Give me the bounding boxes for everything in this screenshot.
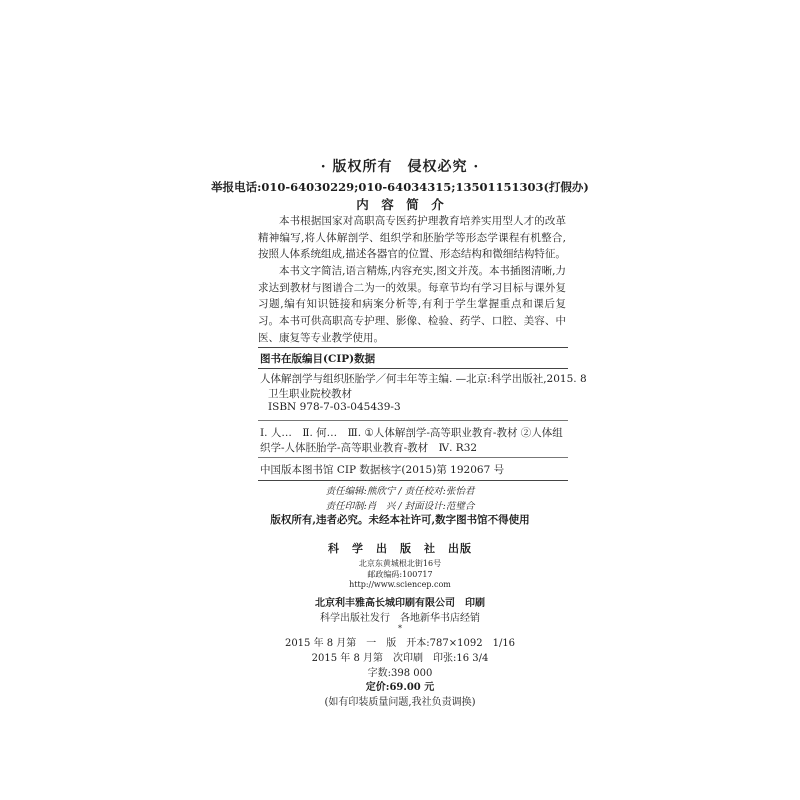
printer-line: 北京利丰雅高长城印刷有限公司 印刷 [315, 598, 485, 609]
cip-line-2: 卫生职业院校教材 [268, 388, 352, 400]
cip-bottom-rule [258, 480, 568, 481]
edition-line: 2015 年 8 月第 一 版 开本:787×1092 1/16 [284, 638, 516, 649]
quality-note: (如有印装质量问题,我社负责调换) [324, 697, 476, 708]
staff-editors: 责任编辑:熊欣宁 / 责任校对:张怡君 [325, 486, 475, 497]
cip-mid-rule [258, 420, 568, 421]
intro-title: 内 容 简 介 [356, 197, 444, 212]
cip-heading-rule [258, 368, 568, 369]
separator-asterisk: * [398, 624, 402, 633]
cip-line-5: 织学-人体胚胎学-高等职业教育-教材 Ⅳ. R32 [260, 442, 478, 454]
print-line: 2015 年 8 月第 次印刷 印张:16 3/4 [311, 653, 489, 664]
distribution-line: 科学出版社发行 各地新华书店经销 [320, 613, 480, 624]
intro-paragraph-3: 本书可供高职高专护理、影像、检验、药学、口腔、美容、中医、康复等专业教学使用。 [258, 315, 566, 344]
cip-heading: 图书在版编目(CIP)数据 [260, 353, 376, 365]
cip-top-rule [258, 347, 568, 348]
copyright-warning: 版权所有,违者必究。未经本社许可,数字图书馆不得使用 [270, 514, 530, 526]
cip-low-rule [258, 457, 568, 458]
word-count: 字数:398 000 [367, 668, 433, 679]
cip-isbn: ISBN 978-7-03-045439-3 [268, 401, 401, 413]
cip-line-1: 人体解剖学与组织胚胎学／何丰年等主编. —北京:科学出版社,2015. 8 [260, 373, 587, 385]
publisher-address: 北京东黄城根北街16号 [358, 559, 442, 568]
cip-number: 中国版本图书馆 CIP 数据核字(2015)第 192067 号 [260, 464, 505, 476]
intro-paragraph-1: 本书根据国家对高职高专医药护理教育培养实用型人才的改革精神编写,将人体解剖学、组织学和胚胎学等形态学课程有机整合,按照人体系统组成,描述各器官的位置、形态结构和微细结构特征。 [258, 215, 566, 260]
publisher-postcode: 邮政编码:100717 [367, 570, 433, 579]
copyright-header: · 版权所有 侵权必究 · [320, 159, 480, 175]
report-phone-line: 举报电话:010-64030229;010-64034315;13501151303(打假办) [211, 180, 589, 194]
publisher-website: http://www.sciencep.com [349, 580, 451, 589]
publisher-name: 科 学 出 版 社 出版 [328, 542, 472, 555]
cip-line-4: Ⅰ. 人… Ⅱ. 何… Ⅲ. ①人体解剖学-高等职业教育-教材 ②人体组 [260, 427, 563, 439]
intro-paragraph-2: 本书文字简洁,语言精炼,内容充实,图文并茂。本书插图清晰,力求达到教材与图谱合二为一的效果。每章节均有学习目标与课外复习题,编有知识链接和病案分析等,有利于学生掌握重点和课后复习。 [258, 265, 566, 327]
staff-production: 责任印制:肖 兴 / 封面设计:范璧合 [325, 501, 475, 512]
price: 定价:69.00 元 [365, 682, 435, 693]
